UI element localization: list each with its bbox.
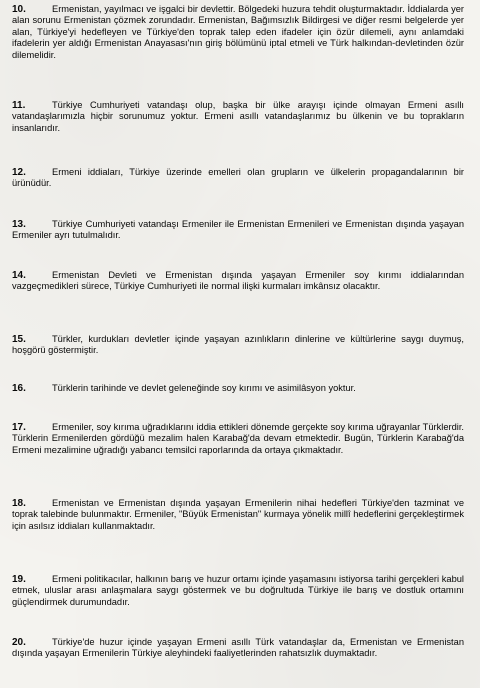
list-item-13 [12, 219, 464, 242]
item-number: 16. [12, 383, 26, 394]
list-item-11 [12, 100, 464, 134]
item-text: Türkiye Cumhuriyeti vatandaşı olup, başka bir ülke arayışı içinde olmayan Ermeni asıllı vatandaşlarımızla hiçbir sorunumuz yoktur. Ermeni asıllı vatandaşlarımız bu ülkenin ve bu toprakların insanlarıdır. [12, 100, 464, 133]
list-item-16 [12, 383, 464, 394]
item-text: Türkler, kurdukları devletler içinde yaşayan azınlıkların dinlerine ve kültürlerine saygı duymuş, hoşgörü göstermiştir. [12, 334, 464, 356]
item-text: Ermenistan ve Ermenistan dışında yaşayan Ermenilerin nihai hedefleri Türkiye'den tazminat ve toprak talebinde bulunmaktır. Ermeniler, "Büyük Ermenistan" kurmaya yönelik millî hedeflerini gerçekleştirmek için asılsız iddiaları kullanmaktadır. [12, 498, 464, 531]
list-item-15 [12, 334, 464, 357]
item-text: Türkiye Cumhuriyeti vatandaşı Ermeniler ile Ermenistan Ermenileri ve Ermenistan dışında yaşayan Ermeniler ayrı tutulmalıdır. [12, 219, 464, 241]
item-number: 17. [12, 422, 26, 433]
item-text: Türklerin tarihinde ve devlet geleneğinde soy kırımı ve asimilâsyon yoktur. [52, 383, 356, 393]
list-item-12 [12, 167, 464, 190]
list-item-19 [12, 574, 464, 608]
item-text: Ermenistan, yayılmacı ve işgalci bir devlettir. Bölgedeki huzura tehdit oluşturmaktadır. İddialarda yer alan sorunu Ermenistan çözmek zorundadır. Ermenistan, Bağımsızlık Bildirgesi ve diğer resmi belgelerde yer alan, Türkiye'yi hedefleyen ve Türkiye'den toprak talep eden ifadeler için özür dilemeli, aynı anlamdaki ifadelerin yer aldığı Ermenistan Anayasası'nın giriş bölümünü iptal etmeli ve Türk halkından-devletinden özür dilemelidir. [12, 4, 464, 60]
item-number: 14. [12, 270, 26, 281]
item-text: Ermenistan Devleti ve Ermenistan dışında yaşayan Ermeniler soy kırımı iddialarından vazgeçmedikleri sürece, Türkiye Cumhuriyeti ile normal ilişki kurmaları imkânsız olacaktır. [12, 270, 464, 292]
item-text: Türkiye'de huzur içinde yaşayan Ermeni asıllı Türk vatandaşlar da, Ermenistan ve Ermenistan dışında yaşayan Ermenilerin Türkiye aleyhindeki faaliyetlerinden rahatsızlık duymaktadır. [12, 637, 464, 659]
list-item-10 [12, 4, 464, 61]
list-item-18 [12, 498, 464, 532]
item-number: 10. [12, 4, 26, 15]
item-text: Ermeni iddiaları, Türkiye üzerinde emelleri olan grupların ve ülkelerin propagandalarının bir ürünüdür. [12, 167, 464, 189]
item-number: 18. [12, 498, 26, 509]
item-number: 19. [12, 574, 26, 585]
list-item-20 [12, 637, 464, 660]
item-number: 11. [12, 100, 26, 111]
item-text: Ermeniler, soy kırıma uğradıklarını iddia ettikleri dönemde gerçekte soy kırıma uğrayanlar Türklerdir. Türklerin Ermenilerden gördüğü mezalim halen Karabağ'da devam etmektedir. Bugün, Türklerin Karabağ'da Ermeni mezalimine uğradığı yabancı temsilci raporlarında da ortaya çıkmaktadır. [12, 422, 464, 455]
item-number: 12. [12, 167, 26, 178]
item-number: 13. [12, 219, 26, 230]
item-text: Ermeni politikacılar, halkının barış ve huzur ortamı içinde yaşamasını istiyorsa tarihi gerçekleri kabul etmek, uluslar arası anlaşmalara saygı göstermek ve bu doğrultuda Türkiye ile barış ve dostluk ortamını güçlendirmek durumundadır. [12, 574, 464, 607]
item-number: 20. [12, 637, 26, 648]
item-number: 15. [12, 334, 26, 345]
list-item-14 [12, 270, 464, 293]
list-item-17 [12, 422, 464, 456]
